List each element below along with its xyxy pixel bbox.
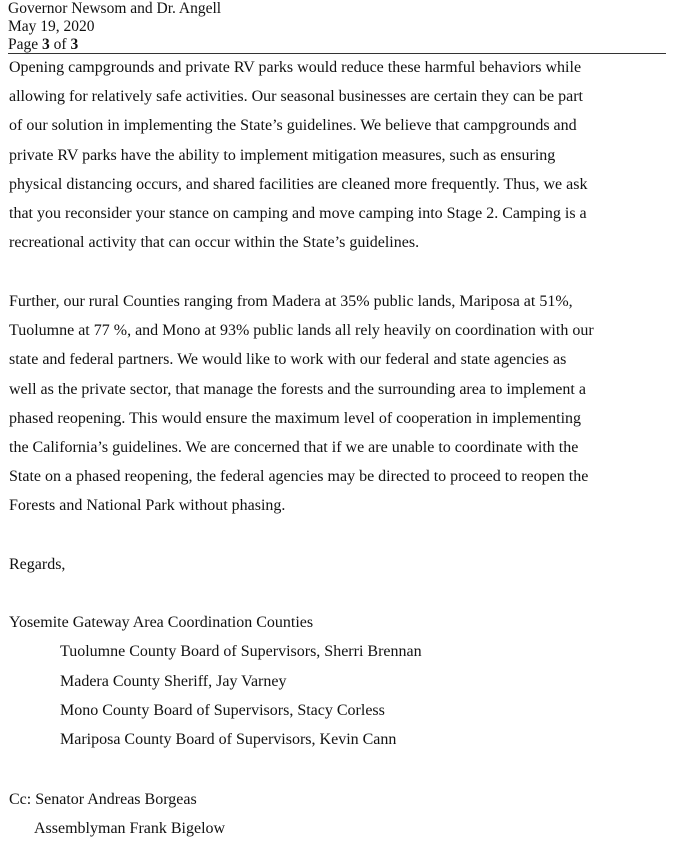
signature-block [9,608,422,754]
paragraph-line: phased reopening. This would ensure the maximum level of cooperation in implementing [9,409,582,427]
letter-header [8,0,666,54]
signatory-member: Mariposa County Board of Supervisors, Kevin Cann [60,731,397,749]
date-line: May 19, 2020 [8,18,95,35]
paragraph-line: Forests and National Park without phasing. [9,497,286,515]
paragraph-line: well as the private sector, that manage the forests and the surrounding area to implement a [9,380,586,398]
closing-salutation: Regards, [9,556,66,573]
page-of: of [49,36,71,53]
paragraph-line: physical distancing occurs, and shared facilities are cleaned more frequently. Thus, we ask [9,175,588,193]
paragraph-line: of our solution in implementing the State’s guidelines. We believe that campgrounds and [9,117,577,135]
page-prefix: Page [8,36,43,53]
paragraph-line: State on a phased reopening, the federal agencies may be directed to proceed to reopen the [9,468,589,486]
cc-recipient: Assemblyman Frank Bigelow [34,820,226,837]
paragraph-line: the California’s guidelines. We are concerned that if we are unable to coordinate with the [9,438,579,456]
page-number-line [8,36,666,54]
recipient-line: Governor Newsom and Dr. Angell [8,0,222,17]
paragraph-line: recreational activity that can occur within the State’s guidelines. [9,234,420,252]
paragraph-line: Opening campgrounds and private RV parks would reduce these harmful behaviors while [9,59,582,76]
signatory-member: Madera County Sheriff, Jay Varney [60,672,287,690]
cc-block [9,785,225,843]
page-total: 3 [70,36,79,53]
signatory-group: Yosemite Gateway Area Coordination Counties [9,614,314,631]
paragraph-line: Tuolumne at 77 %, and Mono at 93% public lands all rely heavily on coordination with our [9,322,594,340]
cc-first-recipient: Cc: Senator Andreas Borgeas [9,791,197,808]
paragraph-1 [9,53,649,257]
signatory-member: Tuolumne County Board of Supervisors, Sherri Brennan [60,643,422,661]
paragraph-2 [9,287,649,521]
paragraph-line: state and federal partners. We would like to work with our federal and state agencies as [9,351,567,369]
page-current: 3 [42,36,50,53]
signatory-member: Mono County Board of Supervisors, Stacy Corless [60,701,385,719]
paragraph-line: that you reconsider your stance on camping and move camping into Stage 2. Camping is a [9,204,587,222]
paragraph-line: allowing for relatively safe activities. Our seasonal businesses are certain they can be part [9,88,583,106]
paragraph-line: private RV parks have the ability to implement mitigation measures, such as ensuring [9,146,556,164]
paragraph-line: Further, our rural Counties ranging from Madera at 35% public lands, Mariposa at 51%, [9,293,573,310]
